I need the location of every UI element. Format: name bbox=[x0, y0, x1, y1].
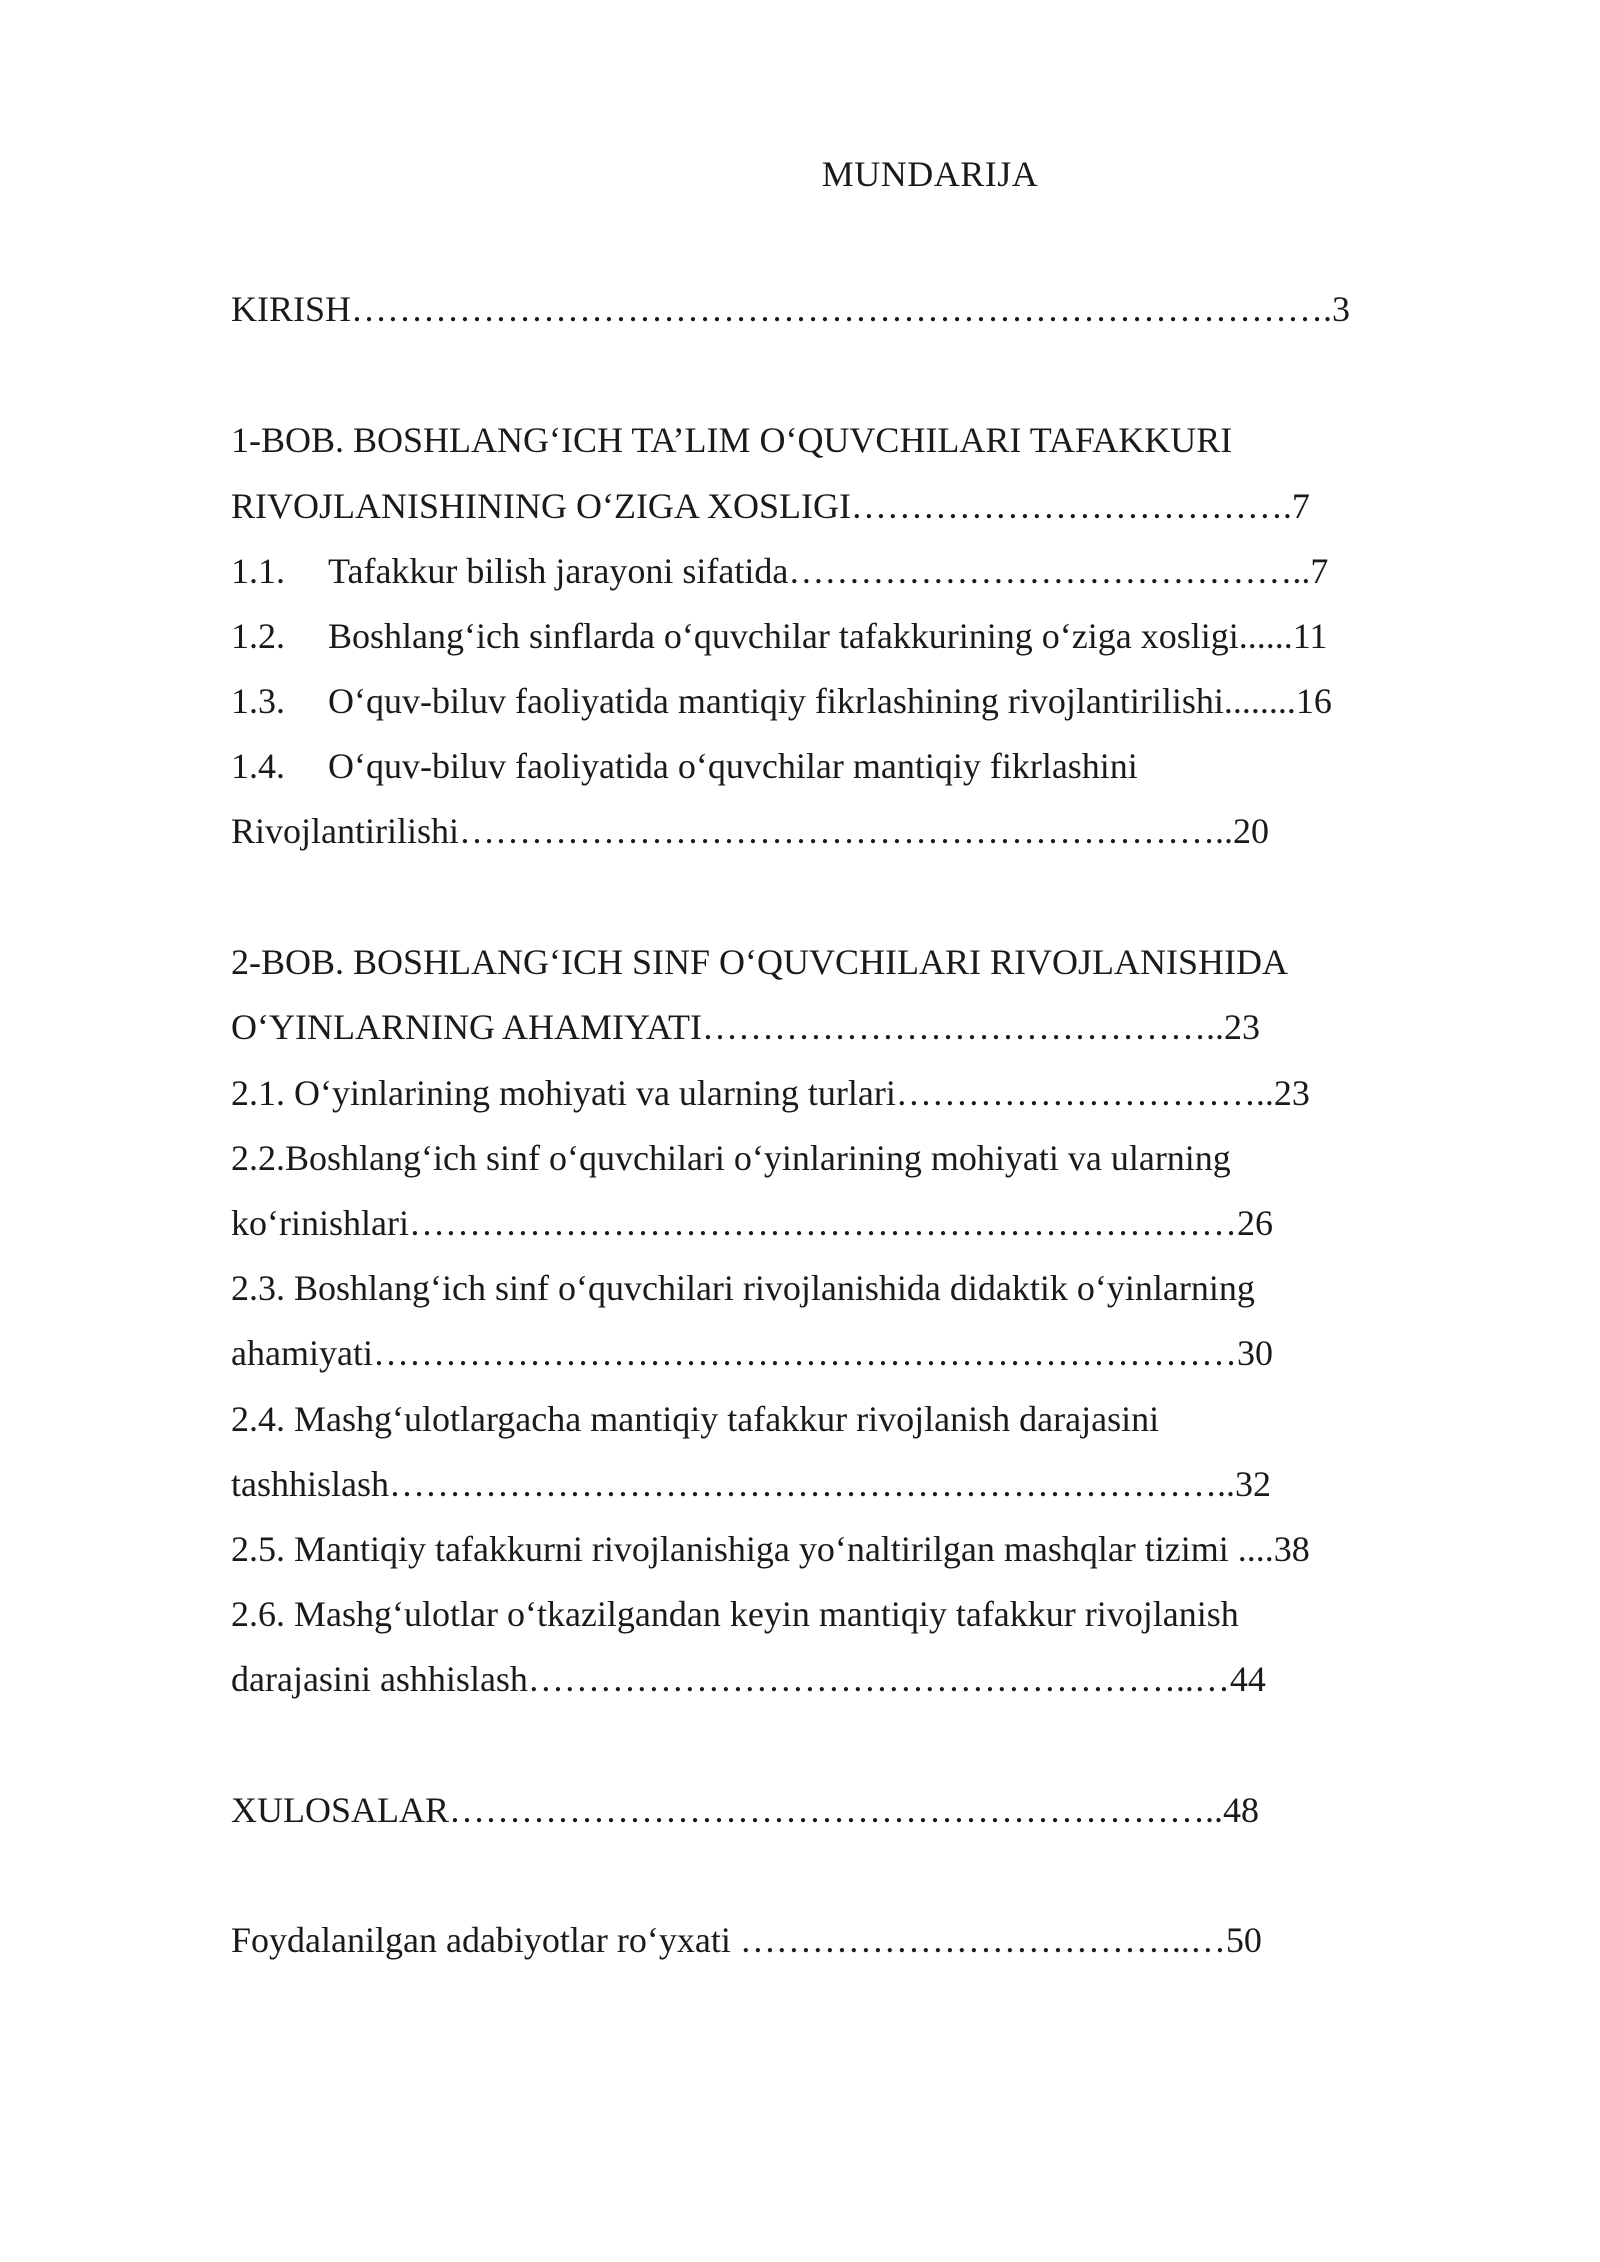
section-number: 1.4. bbox=[231, 746, 285, 786]
section-number: 1.2. bbox=[231, 616, 285, 656]
toc-section-2-1: 2.1. O‘yinlarining mohiyati va ularning turlari…………………………..23 bbox=[231, 1073, 1310, 1113]
toc-section-1-2 bbox=[231, 614, 1327, 658]
section-number: 1.3. bbox=[231, 681, 285, 721]
toc-section-2-3-cont: ahamiyati………………………………………………………………30 bbox=[231, 1333, 1273, 1373]
toc-section-2-5: 2.5. Mantiqiy tafakkurni rivojlanishiga yo‘naltirilgan mashqlar tizimi ....38 bbox=[231, 1529, 1310, 1569]
section-title: O‘quv-biluv faoliyatida mantiqiy fikrlashining rivojlantirilishi........16 bbox=[328, 681, 1332, 721]
toc-chapter-2-title-cont: O‘YINLARNING AHAMIYATI……………………………………..23 bbox=[231, 1007, 1260, 1047]
toc-section-2-6: 2.6. Mashg‘ulotlar o‘tkazilgandan keyin mantiqiy tafakkur rivojlanish bbox=[231, 1594, 1239, 1634]
toc-section-2-4-cont: tashhislash……………………………………………………………..32 bbox=[231, 1464, 1271, 1504]
toc-section-1-1 bbox=[231, 549, 1328, 593]
toc-section-2-4: 2.4. Mashg‘ulotlargacha mantiqiy tafakkur rivojlanish darajasini bbox=[231, 1399, 1160, 1439]
toc-entry-intro: KIRISH……………………………………………………………………….3 bbox=[231, 289, 1351, 329]
toc-section-1-4 bbox=[231, 744, 1138, 788]
toc-entry-references: Foydalanilgan adabiyotlar ro‘yxati ………………………………..…50 bbox=[231, 1920, 1262, 1960]
toc-section-2-6-cont: darajasini ashhislash………………………………………………..…44 bbox=[231, 1659, 1266, 1699]
section-title: Boshlang‘ich sinflarda o‘quvchilar tafakkurining o‘ziga xosligi......11 bbox=[328, 616, 1328, 656]
toc-section-1-3 bbox=[231, 679, 1332, 723]
toc-section-2-2-cont: ko‘rinishlari……………………………………………………………26 bbox=[231, 1203, 1273, 1243]
page-title: MUNDARIJA bbox=[821, 154, 1039, 194]
toc-chapter-1-title-cont: RIVOJLANISHINING O‘ZIGA XOSLIGI……………………………….7 bbox=[231, 486, 1310, 526]
section-title: O‘quv-biluv faoliyatida o‘quvchilar mantiqiy fikrlashini bbox=[328, 746, 1138, 786]
toc-section-1-4-cont: Rivojlantirilishi………………………………………………………..20 bbox=[231, 811, 1270, 851]
toc-chapter-1-title: 1-BOB. BOSHLANG‘ICH TA’LIM O‘QUVCHILARI TAFAKKURI bbox=[231, 420, 1233, 460]
toc-chapter-2-title: 2-BOB. BOSHLANG‘ICH SINF O‘QUVCHILARI RIVOJLANISHIDA bbox=[231, 942, 1288, 982]
toc-section-2-2: 2.2.Boshlang‘ich sinf o‘quvchilari o‘yinlarining mohiyati va ularning bbox=[231, 1138, 1231, 1178]
section-number: 1.1. bbox=[231, 551, 285, 591]
toc-entry-conclusions: XULOSALAR………………………………………………………..48 bbox=[231, 1790, 1260, 1830]
section-title: Tafakkur bilish jarayoni sifatida……………………………………..7 bbox=[328, 551, 1329, 591]
toc-section-2-3: 2.3. Boshlang‘ich sinf o‘quvchilari rivojlanishida didaktik o‘yinlarning bbox=[231, 1268, 1255, 1308]
